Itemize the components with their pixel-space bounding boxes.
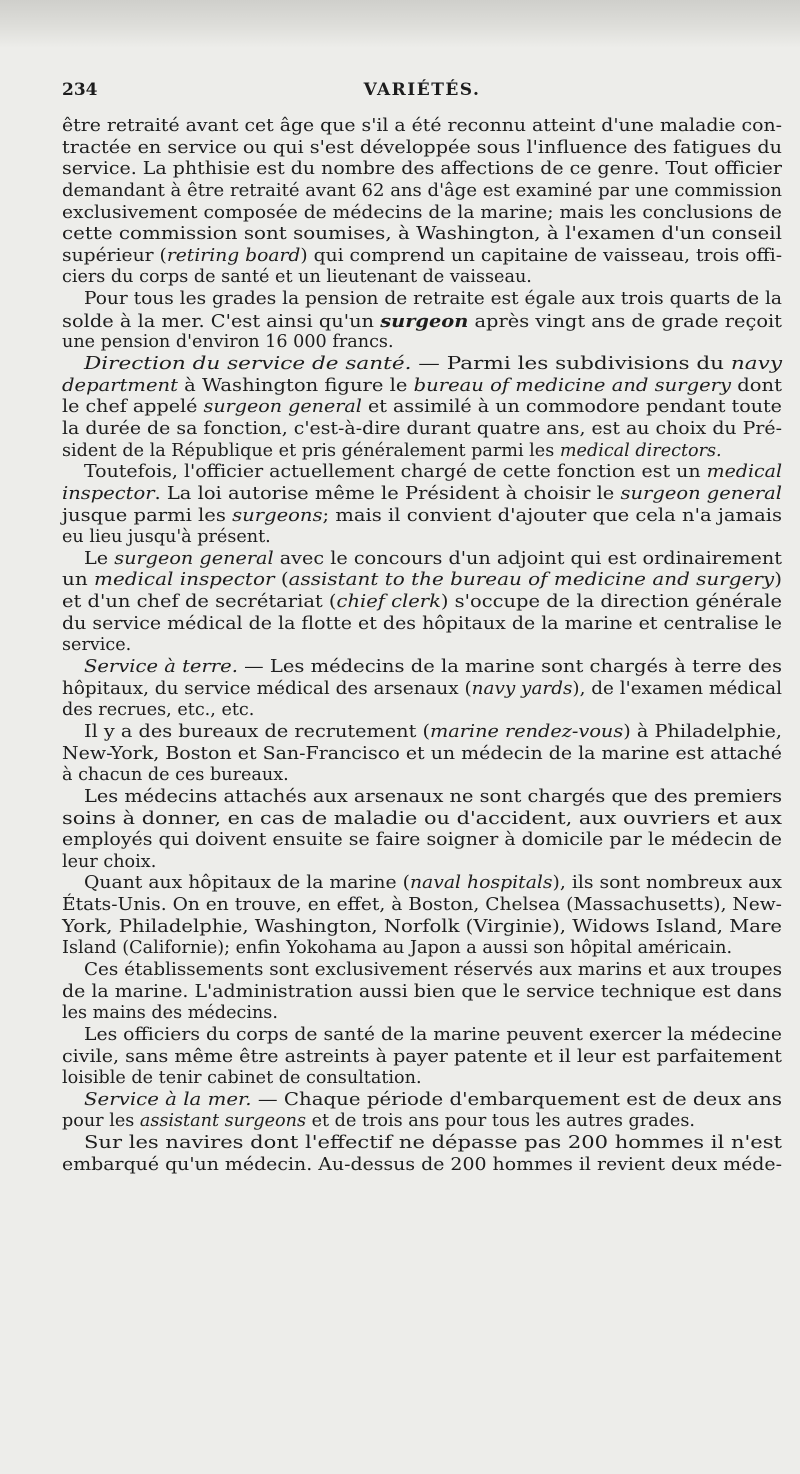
- text-run: medical: [706, 462, 783, 483]
- text-run: après vingt ans de grade reçoit: [468, 311, 782, 332]
- text-run: ) qui comprend un capitaine de vaisseau, trois offi-: [300, 245, 783, 266]
- text-run: le chef appelé: [62, 397, 204, 418]
- running-head: VARIÉTÉS.: [363, 80, 481, 100]
- text-line: [62, 722, 782, 744]
- text-run: du service médical de la flotte et des hôpitaux de la marine et centralise le: [62, 613, 783, 634]
- text-run: exclusivement composée de médecins de la marine; mais les conclusions de: [62, 202, 782, 223]
- text-run: sident de la République et pris généralement parmi les: [62, 440, 560, 461]
- text-run: ; mais il convient d'ajouter que cela n'a jamais: [322, 505, 783, 526]
- text-run: ), de l'examen médical: [572, 678, 783, 699]
- text-run: surgeon general: [620, 483, 782, 504]
- text-run: Pour tous les grades la pension de retraite est égale aux trois quarts de la: [84, 289, 783, 310]
- text-run: demandant à être retraité avant 62 ans d'âge est examiné par une commission: [62, 180, 782, 201]
- text-run: surgeons: [232, 505, 323, 526]
- text-run: à Washington figure le: [177, 375, 414, 396]
- text-run: navy: [730, 354, 783, 375]
- text-line: [62, 441, 782, 463]
- text-line: [62, 246, 782, 268]
- text-run: Les médecins attachés aux arsenaux ne sont chargés que des premiers: [84, 786, 783, 807]
- text-run: cette commission sont soumises, à Washington, à l'examen d'un conseil: [62, 224, 783, 245]
- text-line: [62, 679, 782, 701]
- text-run: une pension d'environ 16 000 francs.: [62, 332, 394, 353]
- scan-top-margin: [0, 0, 800, 48]
- text-line: [62, 809, 782, 831]
- text-run: les mains des médecins.: [62, 1003, 278, 1024]
- text-line: [62, 549, 782, 571]
- text-run: dont: [731, 375, 782, 396]
- text-run: New-York, Boston et San-Francisco et un médecin de la marine est attaché: [62, 743, 783, 764]
- text-line: [62, 354, 782, 376]
- text-run: jusque parmi les: [62, 505, 233, 526]
- text-run: service.: [62, 635, 132, 656]
- text-line: [62, 765, 782, 787]
- text-run: et de trois ans pour tous les autres grades.: [306, 1111, 695, 1132]
- text-run: et d'un chef de secrétariat (: [62, 592, 337, 613]
- text-run: pour les: [62, 1111, 140, 1132]
- text-line: [62, 657, 782, 679]
- text-run: retiring board: [166, 245, 301, 266]
- text-line: [62, 462, 782, 484]
- text-run: ) à Philadelphie,: [623, 721, 782, 742]
- text-run: ): [774, 570, 782, 591]
- text-run: medical directors.: [559, 440, 722, 461]
- text-run: chief clerk: [336, 592, 441, 613]
- text-run: Toutefois, l'officier actuellement chargé de cette fonction est un: [84, 462, 707, 483]
- text-run: surgeon general: [203, 397, 362, 418]
- text-line: [62, 181, 782, 203]
- text-line: [62, 895, 782, 917]
- text-run: tractée en service ou qui s'est développée sous l'influence des fatigues du: [62, 137, 782, 158]
- text-line: [62, 138, 782, 160]
- text-line: [62, 224, 782, 246]
- text-line: [62, 873, 782, 895]
- text-line: [62, 592, 782, 614]
- text-run: des recrues, etc., etc.: [62, 700, 255, 721]
- text-run: department: [62, 375, 178, 396]
- text-line: [62, 1133, 782, 1155]
- text-run: (: [274, 570, 289, 591]
- text-run: loisible de tenir cabinet de consultation.: [62, 1068, 422, 1089]
- text-run: à chacun de ces bureaux.: [62, 765, 289, 786]
- text-line: [62, 1025, 782, 1047]
- text-run: un: [62, 570, 95, 591]
- text-line: [62, 332, 782, 354]
- text-run: marine rendez-vous: [429, 721, 624, 742]
- text-run: États-Unis. On en trouve, en effet, à Boston, Chelsea (Massachusetts), New-: [62, 895, 782, 916]
- text-run: navy yards: [471, 678, 573, 699]
- text-run: ciers du corps de santé et un lieutenant de vaisseau.: [62, 267, 532, 288]
- text-run: — Les médecins de la marine sont chargés à terre des: [237, 657, 783, 678]
- text-line: [62, 1111, 782, 1133]
- text-line: [62, 267, 782, 289]
- text-line: [62, 917, 782, 939]
- text-run: York, Philadelphie, Washington, Norfolk (Virginie), Widows Island, Mare: [62, 916, 782, 937]
- text-line: [62, 744, 782, 766]
- text-line: [62, 1090, 782, 1112]
- text-line: [62, 116, 782, 138]
- text-run: — Parmi les subdivisions du: [411, 354, 731, 375]
- text-run: hôpitaux, du service médical des arsenaux (: [62, 678, 472, 699]
- text-run: surgeon general: [114, 548, 274, 569]
- text-line: [62, 1047, 782, 1069]
- text-run: . La loi autorise même le Président à choisir le: [154, 483, 621, 504]
- text-line: [62, 527, 782, 549]
- text-run: supérieur (: [62, 245, 167, 266]
- text-line: [62, 484, 782, 506]
- text-line: [62, 852, 782, 874]
- text-run: Direction du service de santé.: [84, 354, 412, 375]
- text-line: [62, 376, 782, 398]
- text-line: [62, 397, 782, 419]
- text-run: Island (Californie); enfin Yokohama au Japon a aussi son hôpital américain.: [62, 938, 733, 959]
- text-run: ) s'occupe de la direction générale: [440, 592, 783, 613]
- text-run: service. La phthisie est du nombre des affections de ce genre. Tout officier: [62, 159, 782, 180]
- text-run: Les officiers du corps de santé de la marine peuvent exercer la médecine: [84, 1024, 783, 1045]
- text-line: [62, 938, 782, 960]
- text-line: [62, 982, 782, 1004]
- page-header: [62, 80, 782, 104]
- text-line: [62, 787, 782, 809]
- text-run: Il y a des bureaux de recrutement (: [84, 721, 430, 742]
- text-run: Quant aux hôpitaux de la marine (: [84, 873, 410, 894]
- text-run: soins à donner, en cas de maladie ou d'accident, aux ouvriers et aux: [62, 808, 782, 829]
- text-run: employés qui doivent ensuite se faire soigner à domicile par le médecin de: [62, 830, 783, 851]
- text-run: Sur les navires dont l'effectif ne dépasse pas 200 hommes il n'est: [84, 1133, 783, 1154]
- text-line: [62, 506, 782, 528]
- text-run: Service à la mer.: [84, 1089, 252, 1110]
- text-run: medical inspector: [94, 570, 275, 591]
- text-run: — Chaque période d'embarquement est de deux ans: [251, 1089, 783, 1110]
- text-run: avec le concours d'un adjoint qui est ordinairement: [273, 548, 782, 569]
- text-run: de la marine. L'administration aussi bien que le service technique est dans: [62, 981, 782, 1002]
- text-run: et assimilé à un commodore pendant toute: [361, 397, 782, 418]
- text-run: assistant to the bureau of medicine and surgery: [288, 570, 775, 591]
- page-number: 234: [62, 80, 98, 100]
- text-run: être retraité avant cet âge que s'il a été reconnu atteint d'une maladie con-: [62, 116, 782, 136]
- text-run: embarqué qu'un médecin. Au-dessus de 200 hommes il revient deux méde-: [62, 1154, 782, 1175]
- text-line: [62, 1068, 782, 1090]
- page-text: [62, 116, 782, 1176]
- text-run: bureau of medicine and surgery: [413, 375, 732, 396]
- text-line: [62, 1003, 782, 1025]
- text-line: [62, 614, 782, 636]
- text-run: naval hospitals: [409, 873, 553, 894]
- text-run: Service à terre.: [84, 657, 238, 678]
- text-line: [62, 830, 782, 852]
- text-run: Ces établissements sont exclusivement réservés aux marins et aux troupes: [84, 959, 782, 980]
- text-run: civile, sans même être astreints à payer patente et il leur est parfaitement: [62, 1046, 782, 1067]
- text-line: [62, 635, 782, 657]
- text-run: leur choix.: [62, 851, 157, 872]
- text-run: solde à la mer. C'est ainsi qu'un: [62, 311, 381, 332]
- text-line: [62, 289, 782, 311]
- text-line: [62, 203, 782, 225]
- text-line: [62, 960, 782, 982]
- text-run: assistant surgeons: [139, 1111, 307, 1132]
- text-line: [62, 159, 782, 181]
- text-run: la durée de sa fonction, c'est-à-dire durant quatre ans, est au choix du Pré-: [62, 418, 782, 439]
- text-line: [62, 700, 782, 722]
- text-run: inspector: [62, 483, 155, 504]
- text-run: eu lieu jusqu'à présent.: [62, 527, 271, 548]
- text-run: surgeon: [380, 310, 469, 332]
- text-run: Le: [84, 548, 115, 569]
- text-line: [62, 419, 782, 441]
- text-line: [62, 570, 782, 592]
- text-line: [62, 311, 782, 333]
- text-line: [62, 1155, 782, 1177]
- text-run: ), ils sont nombreux aux: [552, 873, 782, 894]
